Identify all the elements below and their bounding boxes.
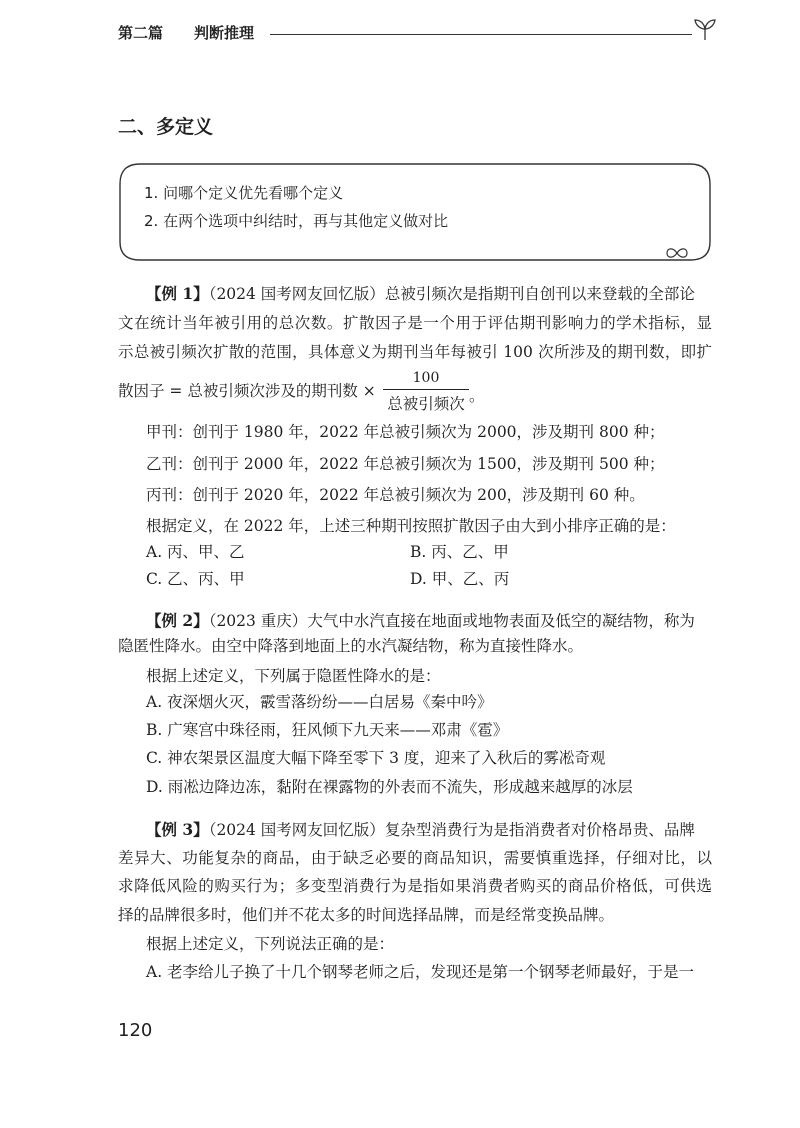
example1-intro xyxy=(146,282,695,304)
fraction-bar xyxy=(383,389,469,390)
example3-label: 【例 3】 xyxy=(146,820,209,839)
tip-box xyxy=(118,162,712,262)
example1-item: 乙刊：创刊于 2000 年，2022 年总被引频次为 1500，涉及期刊 500 种； xyxy=(146,455,665,473)
example2-option-a: A. 夜深烟火灭，霰雪落纷纷——白居易《秦中吟》 xyxy=(146,693,493,711)
example1-option-a: A. 丙、甲、乙 xyxy=(146,543,245,561)
example2-label: 【例 2】 xyxy=(146,611,209,630)
example3-intro xyxy=(146,818,695,840)
example1-option-d: D. 甲、乙、丙 xyxy=(410,570,510,588)
example2-intro xyxy=(146,609,695,631)
example1-question: 根据定义，在 2022 年，上述三种期刊按照扩散因子由大到小排序正确的是： xyxy=(146,517,676,535)
leaf-icon xyxy=(666,246,688,260)
example3-question: 根据上述定义，下列说法正确的是： xyxy=(146,935,395,953)
example3-source: （2024 国考网友回忆版） xyxy=(208,821,385,839)
example1-option-b: B. 丙、乙、甲 xyxy=(410,543,509,561)
running-header xyxy=(118,18,718,48)
example1-item: 甲刊：创刊于 1980 年，2022 年总被引频次为 2000，涉及期刊 800 种； xyxy=(146,423,665,441)
example2-option-c: C. 神农架景区温度大幅下降至零下 3 度，迎来了入秋后的雾凇奇观 xyxy=(146,749,606,767)
example1-item: 丙刊：创刊于 2020 年，2022 年总被引频次为 200，涉及期刊 60 种。 xyxy=(146,486,645,504)
sprout-icon xyxy=(692,16,718,42)
example1-text-line: 示总被引频次扩散的范围，具体意义为期刊当年每被引 100 次所涉及的期刊数，即扩 xyxy=(118,343,712,361)
example2-text-line: 隐匿性降水。由空中降落到地面上的水汽凝结物，称为直接性降水。 xyxy=(118,637,584,655)
example2-question: 根据上述定义，下列属于隐匿性降水的是： xyxy=(146,667,441,685)
header-chapter: 第二篇 xyxy=(118,24,164,42)
tip-item: 1. 问哪个定义优先看哪个定义 xyxy=(144,184,344,202)
example2-source: （2023 重庆） xyxy=(208,612,308,630)
example3-text-line: 差异大、功能复杂的商品，由于缺乏必要的商品知识，需要慎重选择，仔细对比，以 xyxy=(118,849,712,867)
tip-item: 2. 在两个选项中纠结时，再与其他定义做对比 xyxy=(144,212,449,230)
page-number: 120 xyxy=(118,1020,153,1041)
example1-label: 【例 1】 xyxy=(146,284,209,303)
example1-source: （2024 国考网友回忆版） xyxy=(208,285,385,303)
example3-text-line: 择的品牌很多时，他们并不花太多的时间选择品牌，而是经常变换品牌。 xyxy=(118,906,615,924)
example3-text-line: 求降低风险的购买行为；多变型消费行为是指如果消费者购买的商品价格低，可供选 xyxy=(118,877,712,895)
fraction-numerator: 100 xyxy=(412,370,440,386)
example1-fraction xyxy=(383,370,469,414)
example1-formula-end: 。 xyxy=(469,387,485,405)
example2-option-d: D. 雨凇边降边冻，黏附在裸露物的外表而不流失，形成越来越厚的冰层 xyxy=(146,778,633,796)
header-title: 判断推理 xyxy=(194,24,255,42)
example1-text-line: 文在统计当年被引用的总次数。扩散因子是一个用于评估期刊影响力的学术指标，显 xyxy=(118,314,712,332)
example1-option-c: C. 乙、丙、甲 xyxy=(146,570,245,588)
example2-option-b: B. 广寒宫中珠径雨，狂风倾下九天来——邓肃《雹》 xyxy=(146,721,509,739)
example2-text-line: 大气中水汽直接在地面或地物表面及低空的凝结物，称为 xyxy=(307,612,695,630)
section-title: 二、多定义 xyxy=(118,116,214,138)
fraction-denominator: 总被引频次 xyxy=(387,395,465,413)
header-rule xyxy=(270,34,692,35)
example3-option-a: A. 老李给儿子换了十几个钢琴老师之后，发现还是第一个钢琴老师最好，于是一 xyxy=(146,963,695,981)
example1-formula-prefix: 散因子 = 总被引频次涉及的期刊数 × xyxy=(118,382,376,400)
example1-text-line: 总被引频次是指期刊自创刊以来登载的全部论 xyxy=(384,285,695,303)
example3-text-line: 复杂型消费行为是指消费者对价格昂贵、品牌 xyxy=(384,821,695,839)
